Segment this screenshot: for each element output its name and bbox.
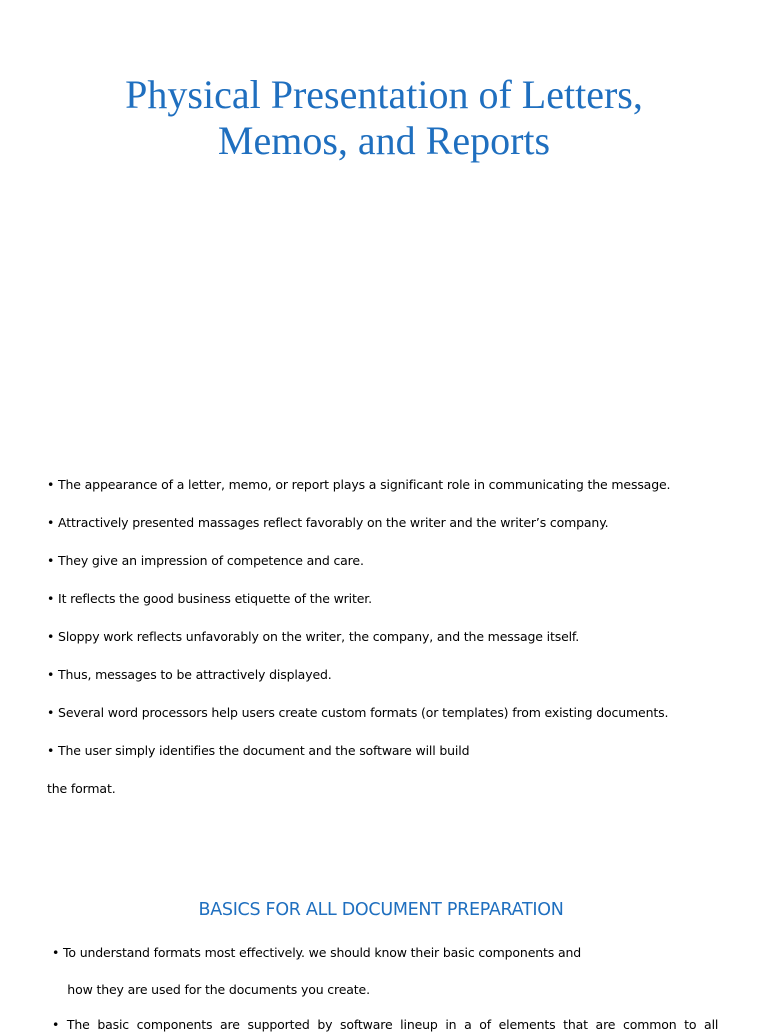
- bullet-item: • Attractively presented massages reflect favorably on the writer and the writer’s company.: [47, 515, 609, 530]
- bullet-item: • Several word processors help users create custom formats (or templates) from existing documents.: [47, 705, 669, 720]
- basics-bullet-continuation: how they are used for the documents you create.: [52, 982, 370, 997]
- bullet-item: • Sloppy work reflects unfavorably on the writer, the company, and the message itself.: [47, 629, 580, 644]
- bullet-item: • They give an impression of competence and care.: [47, 553, 364, 568]
- slide-title-line-2: Memos, and Reports: [217, 118, 551, 163]
- basics-bullet-item: • To understand formats most effectively. we should know their basic components and: [52, 945, 582, 960]
- bullet-continuation: the format.: [47, 781, 116, 796]
- basics-bullet-item: • The basic components are supported by software lineup in a of elements that are common to all: [52, 1017, 719, 1032]
- section-heading: BASICS FOR ALL DOCUMENT PREPARATION: [198, 900, 564, 920]
- bullet-item: • The appearance of a letter, memo, or report plays a significant role in communicating the message.: [47, 477, 671, 492]
- slide-title-line-1: Physical Presentation of Letters,: [125, 72, 643, 117]
- bullet-item: • Thus, messages to be attractively displayed.: [47, 667, 332, 682]
- bullet-item: • The user simply identifies the document and the software will build: [47, 743, 470, 758]
- bullet-item: • It reflects the good business etiquette of the writer.: [47, 591, 372, 606]
- slide-title: [0, 72, 768, 164]
